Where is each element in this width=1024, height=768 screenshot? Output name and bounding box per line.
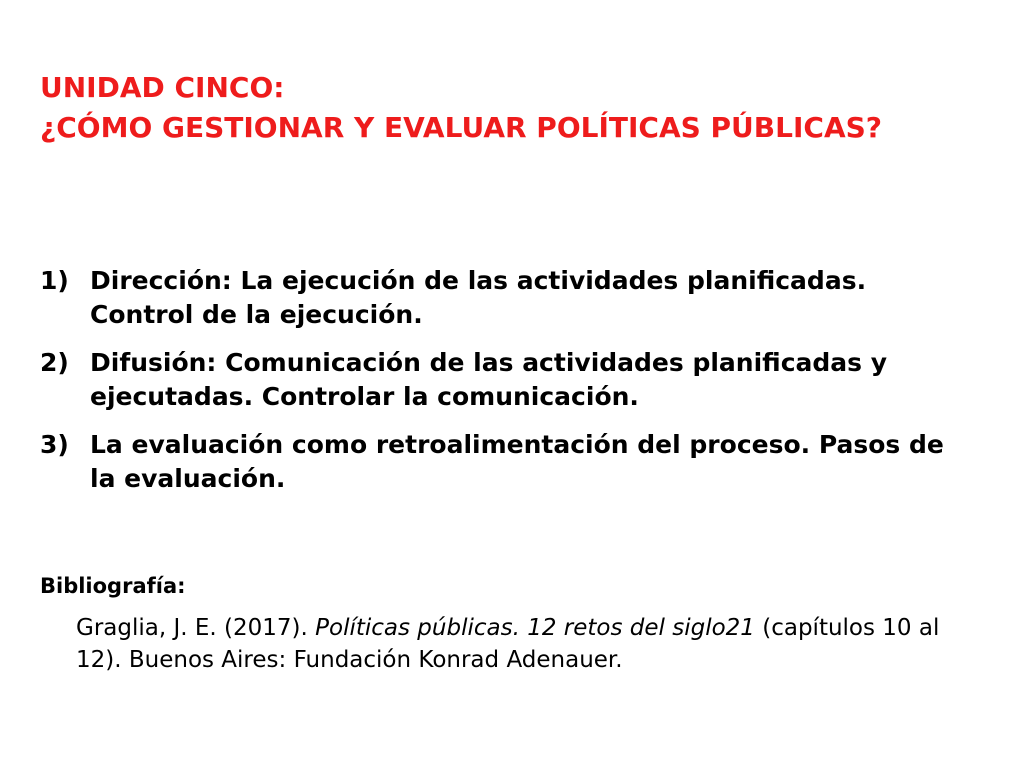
bibliography-details: (capítulos 10 al 12). Buenos Aires: Fundación Konrad Adenauer. <box>76 615 940 673</box>
topics-list <box>40 264 970 510</box>
list-item-number: 1) <box>40 266 69 295</box>
unit-title: UNIDAD CINCO: <box>40 71 285 104</box>
bibliography-author: Graglia, J. E. (2017). <box>76 615 316 641</box>
list-item-text: Dirección: La ejecución de las actividades planificadas. Control de la ejecución. <box>90 266 867 329</box>
bibliography-work-title: Políticas públicas. 12 retos del siglo21 <box>315 615 755 641</box>
unit-subtitle: ¿CÓMO GESTIONAR Y EVALUAR POLÍTICAS PÚBLICAS? <box>40 111 883 144</box>
list-item-text: Difusión: Comunicación de las actividades planificadas y ejecutadas. Controlar la comunicación. <box>90 348 888 411</box>
list-item-number: 2) <box>40 348 69 377</box>
list-item <box>40 346 970 414</box>
list-item-number: 3) <box>40 430 69 459</box>
list-item-text: La evaluación como retroalimentación del proceso. Pasos de la evaluación. <box>90 430 944 493</box>
list-item <box>40 264 970 332</box>
bibliography-entry <box>76 612 986 676</box>
bibliography-heading: Bibliografía: <box>40 574 186 598</box>
slide-title <box>40 70 980 146</box>
list-item <box>40 428 970 496</box>
